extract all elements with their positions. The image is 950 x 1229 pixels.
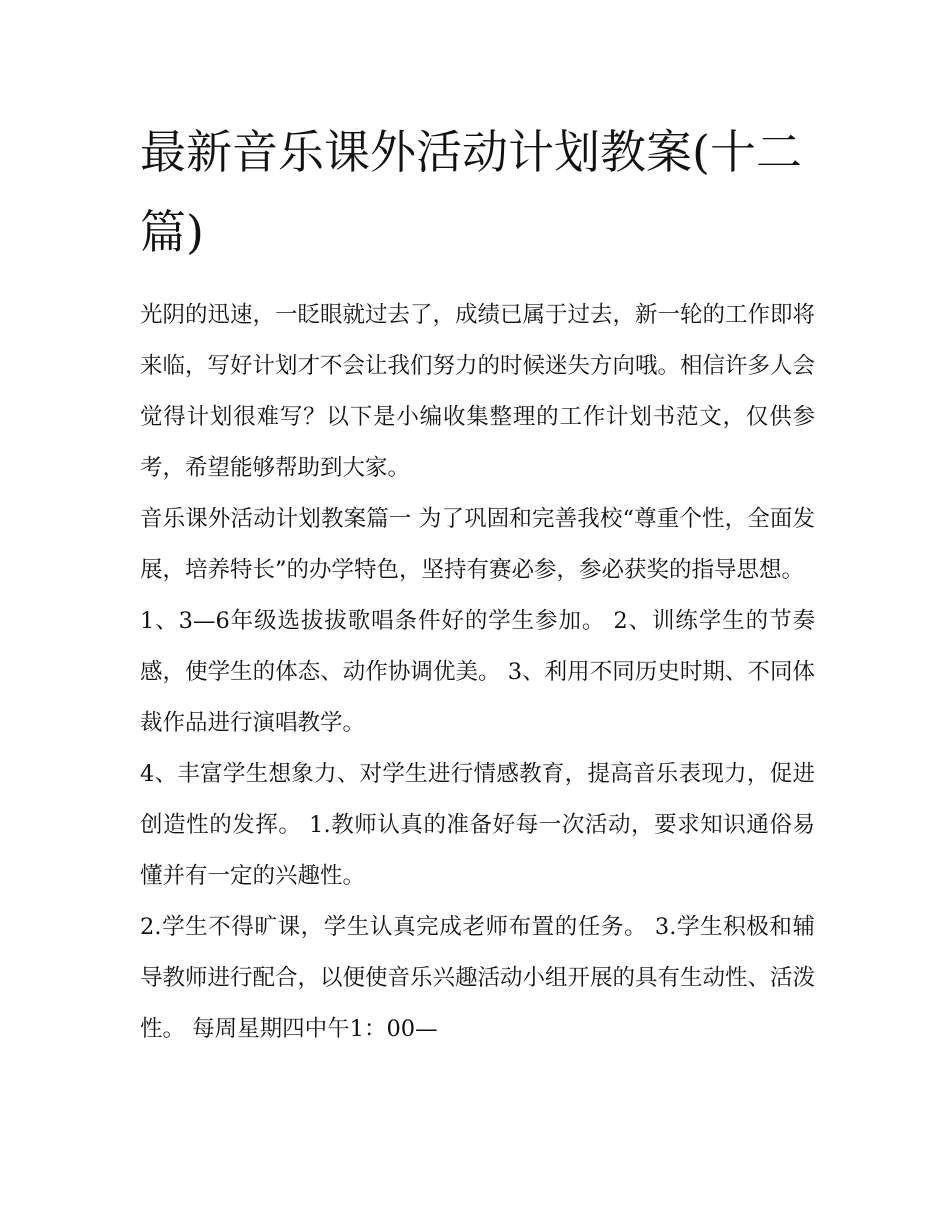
paragraph-item-4: 4、丰富学生想象力、对学生进行情感教育，提高音乐表现力，促进创造性的发挥。 1.教师认真的准备好每一次活动，要求知识通俗易懂并有一定的兴趣性。 — [140, 761, 815, 889]
paragraph-items-1-3: 1、3—6年级选拔拔歌唱条件好的学生参加。 2、训练学生的节奏感，使学生的体态、动作协调优美。 3、利用不同历史时期、不同体裁作品进行演唱教学。 — [140, 608, 815, 736]
document-title: 最新音乐课外活动计划教案(十二篇) — [140, 125, 802, 259]
paragraph-intro: 光阴的迅速，一眨眼就过去了，成绩已属于过去，新一轮的工作即将来临，写好计划才不会让我们努力的时候迷失方向哦。相信许多人会觉得计划很难写？以下是小编收集整理的工作计划书范文，仅供参考，希望能够帮助到大家。 — [140, 302, 816, 481]
paragraph-requirements: 2.学生不得旷课，学生认真完成老师布置的任务。 3.学生积极和辅导教师进行配合，以便使音乐兴趣活动小组开展的具有生动性、活泼性。 每周星期四中午1：00— — [140, 914, 816, 1042]
paragraph-plan-one: 音乐课外活动计划教案篇一 为了巩固和完善我校“尊重个性，全面发展，培养特长”的办学特色，坚持有赛必参，参必获奖的指导思想。 — [140, 506, 815, 583]
document-body — [140, 112, 815, 1055]
